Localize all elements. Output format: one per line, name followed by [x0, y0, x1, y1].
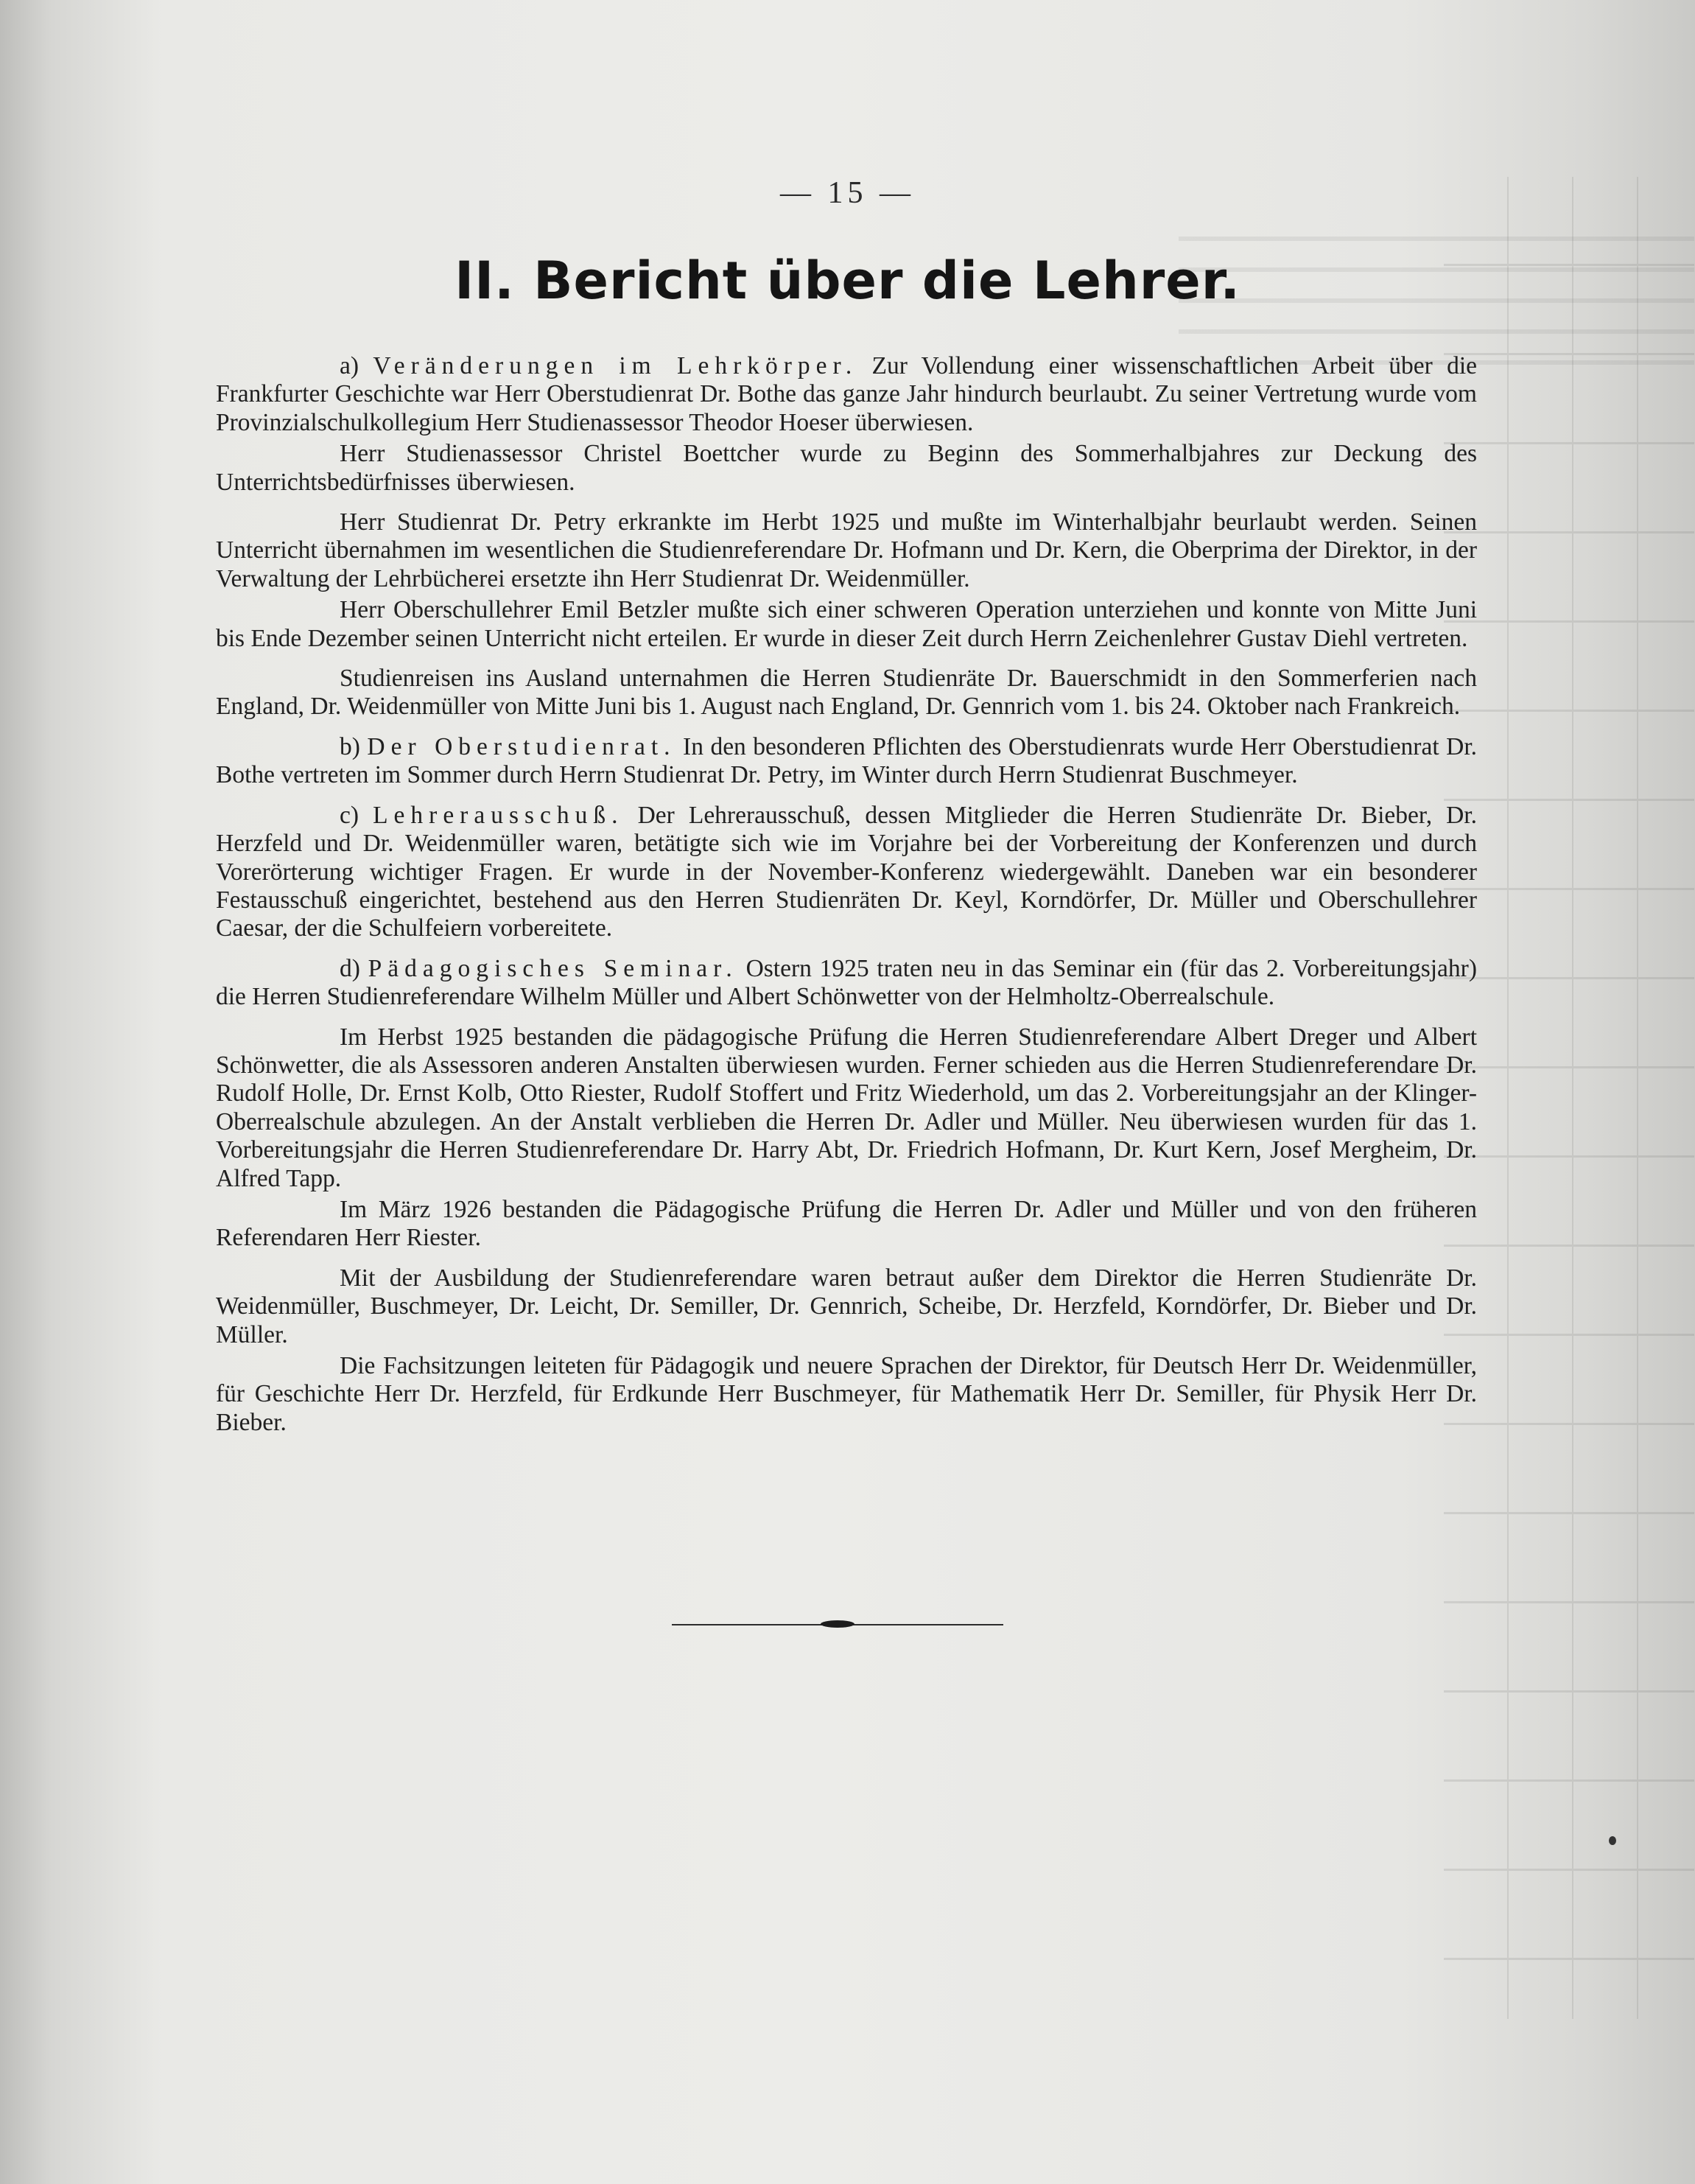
- section-d-paragraph-5: Die Fachsitzungen leiteten für Pädagogik und neuere Sprachen der Direktor, für Deutsch Herr Dr. Weidenmüller, für Geschichte Herr Dr. Herzfeld, für Erdkunde Herr Buschmeyer, für Mathematik Herr Dr. Semiller, für Physik Herr Dr. Bieber.: [216, 1352, 1477, 1436]
- section-d-heading: Pädagogisches Seminar.: [368, 954, 738, 982]
- bleed-through-table: [1444, 177, 1694, 2019]
- section-b-prefix: b): [340, 732, 368, 760]
- closing-divider-ornament: [821, 1620, 854, 1628]
- section-d-paragraph-1: [216, 955, 1477, 1012]
- page-title: II. Bericht über die Lehrer.: [455, 251, 1240, 311]
- section-c-text-1: Der Lehrerausschuß, dessen Mitglieder die Herren Studienräte Dr. Bieber, Dr. Herzfeld und Dr. Weidenmüller waren, betätigte sich wie im Vorjahre bei der Vorbereitung der Konferenzen und durch Vorerörterung wichtiger Fragen. Er wurde in der November-Konferenz wiedergewählt. Daneben war ein besonderer Festausschuß eingerichtet, bestehend aus den Herren Studienräten Dr. Keyl, Korndörfer, Dr. Müller und Oberschullehrer Caesar, der die Schulfeiern vorbereitete.: [216, 801, 1477, 942]
- paper-speck: [1609, 1836, 1616, 1845]
- section-a-paragraph-3: Herr Studienrat Dr. Petry erkrankte im Herbt 1925 und mußte im Winterhalbjahr beurlaubt werden. Seinen Unterricht übernahmen im wesentlichen die Studienreferendare Dr. Hofmann und Dr. Kern, die Oberprima der Direktor, in der Verwaltung der Lehrbücherei ersetzte ihn Herr Studienrat Dr. Weidenmüller.: [216, 508, 1477, 592]
- report-body: [216, 352, 1477, 1449]
- section-b-text-1: In den besonderen Pflichten des Oberstudienrats wurde Herr Oberstudienrat Dr. Bothe vertreten im Sommer durch Herrn Studienrat Dr. Petry, im Winter durch Herrn Studienrat Buschmeyer.: [216, 732, 1478, 789]
- section-b-heading: Der Oberstudienrat.: [367, 732, 676, 760]
- section-d-text-1: Ostern 1925 traten neu in das Seminar ein (für das 2. Vorbereitungsjahr) die Herren Studienreferendare Wilhelm Müller und Albert Schönwetter von der Helmholtz-Oberrealschule.: [216, 954, 1477, 1011]
- section-d-paragraph-3: Im März 1926 bestanden die Pädagogische Prüfung die Herren Dr. Adler und Müller und von den früheren Referendaren Herr Riester.: [216, 1195, 1477, 1252]
- section-a-prefix: a): [340, 352, 373, 379]
- section-c-prefix: c): [340, 801, 373, 829]
- section-b-paragraph-1: [216, 733, 1477, 790]
- section-d-prefix: d): [340, 954, 368, 982]
- section-a-paragraph-5: Studienreisen ins Ausland unternahmen die Herren Studienräte Dr. Bauerschmidt in den Sommerferien nach England, Dr. Weidenmüller von Mitte Juni bis 1. August nach England, Dr. Gennrich vom 1. bis 24. Oktober nach Frankreich.: [216, 665, 1477, 721]
- section-a-paragraph-4: Herr Oberschullehrer Emil Betzler mußte sich einer schweren Operation unterziehen und konnte von Mitte Juni bis Ende Dezember seinen Unterricht nicht erteilen. Er wurde in dieser Zeit durch Herrn Zeichenlehrer Gustav Diehl vertreten.: [216, 596, 1477, 652]
- page-number: — 15 —: [780, 176, 915, 210]
- section-d-paragraph-4: Mit der Ausbildung der Studienreferendare waren betraut außer dem Direktor die Herren Studienräte Dr. Weidenmüller, Buschmeyer, Dr. Leicht, Dr. Semiller, Dr. Gennrich, Scheibe, Dr. Herzfeld, Korndörfer, Dr. Bieber und Dr. Müller.: [216, 1264, 1477, 1348]
- section-d-paragraph-2: Im Herbst 1925 bestanden die pädagogische Prüfung die Herren Studienreferendare Albert Dreger und Albert Schönwetter, die als Assessoren anderen Anstalten überwiesen wurden. Ferner schieden aus die Herren Studienreferendare Dr. Rudolf Holle, Dr. Ernst Kolb, Otto Riester, Rudolf Stoffert und Fritz Wiederhold, um das 2. Vorbereitungsjahr an der Klinger-Oberrealschule abzulegen. An der Anstalt verblieben die Herren Dr. Adler und Müller. Neu überwiesen wurden für das 1. Vorbereitungsjahr die Herren Studienreferendare Dr. Harry Abt, Dr. Friedrich Hofmann, Dr. Kurt Kern, Josef Mergheim, Dr. Alfred Tapp.: [216, 1023, 1477, 1192]
- section-a-paragraph-2: Herr Studienassessor Christel Boettcher wurde zu Beginn des Sommerhalbjahres zur Deckung des Unterrichtsbedürfnisses überwiesen.: [216, 440, 1477, 496]
- section-a-text-1: Zur Vollendung einer wissenschaftlichen Arbeit über die Frankfurter Geschichte war Herr Oberstudienrat Dr. Bothe das ganze Jahr hindurch beurlaubt. Zu seiner Vertretung wurde vom Provinzialschulkollegium Herr Studienassessor Theodor Hoeser überwiesen.: [216, 352, 1477, 436]
- section-a-paragraph-1: [216, 352, 1477, 437]
- section-a-heading: Veränderungen im Lehrkörper.: [373, 352, 858, 379]
- section-c-heading: Lehrerausschuß.: [373, 801, 624, 829]
- section-c-paragraph-1: [216, 802, 1477, 943]
